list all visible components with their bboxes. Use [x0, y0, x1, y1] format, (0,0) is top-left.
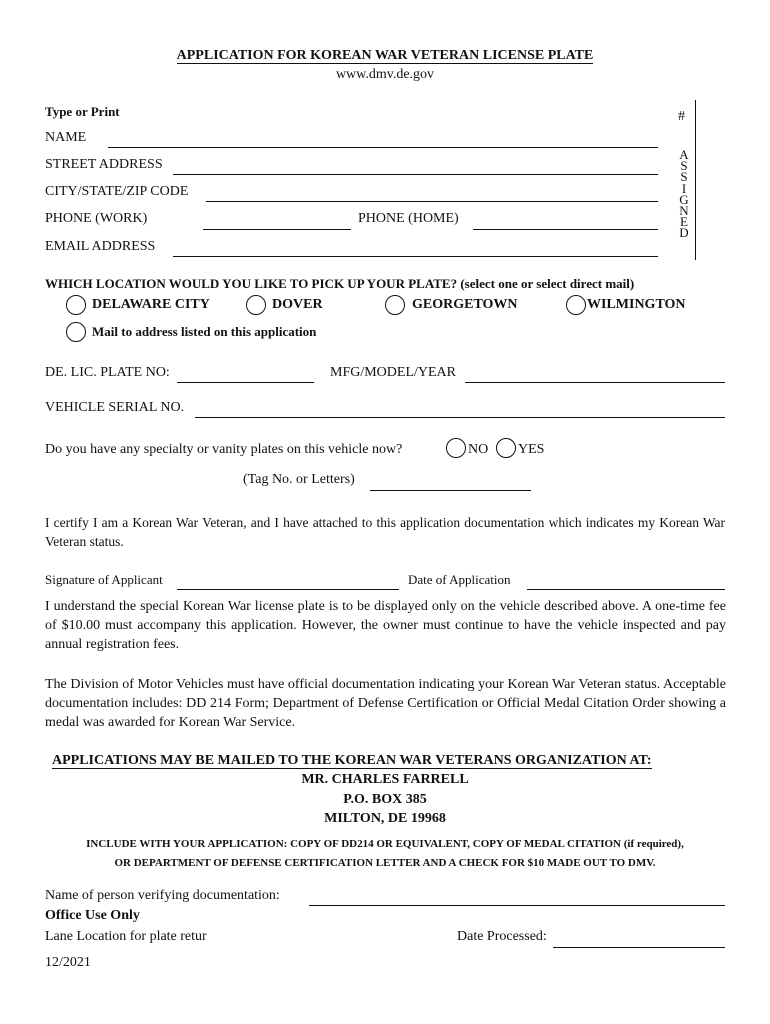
notice-paragraph-2: The Division of Motor Vehicles must have official documentation indicating your Korean War Veteran status. Acceptable documentation includes: DD 214 Form; Department of Defense Certification or Official Medal Citation Order showing a medal was awarded for Korean War Service.: [45, 677, 726, 730]
serial-label: VEHICLE SERIAL NO.: [45, 400, 185, 415]
date-processed-label: Date Processed:: [457, 929, 547, 944]
assigned-letter: S: [680, 158, 688, 174]
assigned-letter: G: [679, 191, 689, 207]
office-use-label: Office Use Only: [45, 908, 140, 923]
verifier-label: Name of person verifying documentation:: [45, 888, 280, 903]
wilmington-label: WILMINGTON: [587, 297, 686, 312]
city-field[interactable]: [206, 201, 658, 202]
name-label: NAME: [45, 130, 87, 145]
mail-label: Mail to address listed on this application: [92, 324, 317, 339]
plate-field[interactable]: [177, 382, 314, 383]
mailing-box: P.O. BOX 385: [343, 792, 427, 807]
plate-label: DE. LIC. PLATE NO:: [45, 365, 170, 380]
georgetown-label: GEORGETOWN: [412, 297, 518, 312]
revision-date: 12/2021: [45, 955, 91, 970]
assigned-letter: N: [679, 203, 689, 219]
specialty-question: Do you have any specialty or vanity plates on this vehicle now?: [45, 442, 403, 457]
wilmington-radio[interactable]: [566, 295, 586, 315]
mail-radio[interactable]: [66, 322, 86, 342]
mfg-field[interactable]: [465, 382, 725, 383]
signature-field[interactable]: [177, 589, 399, 590]
website: www.dmv.de.gov: [335, 67, 435, 82]
assigned-vertical-text: [676, 149, 692, 239]
name-field[interactable]: [108, 147, 658, 148]
form-title: [0, 48, 770, 64]
email-label: EMAIL ADDRESS: [45, 239, 156, 254]
lane-label: Lane Location for plate retur: [45, 929, 207, 944]
assigned-letter: E: [680, 214, 688, 230]
assigned-letter: S: [680, 169, 688, 185]
signature-label: Signature of Applicant: [45, 572, 163, 587]
notice-paragraph-1: I understand the special Korean War license plate is to be displayed only on the vehicle described above. A one-time fee of $10.00 must accompany this application. However, the owner must continue to have the vehicle inspected and pay annual registration fees.: [45, 599, 726, 652]
date-processed-field[interactable]: [553, 947, 725, 948]
verifier-field[interactable]: [309, 905, 725, 906]
no-radio[interactable]: [446, 438, 466, 458]
city-label: CITY/STATE/ZIP CODE: [45, 184, 189, 199]
assigned-letter: A: [679, 147, 689, 162]
georgetown-radio[interactable]: [385, 295, 405, 315]
delaware-city-radio[interactable]: [66, 295, 86, 315]
dover-radio[interactable]: [246, 295, 266, 315]
email-field[interactable]: [173, 256, 658, 257]
mailing-heading-text: APPLICATIONS MAY BE MAILED TO THE KOREAN WAR VETERANS ORGANIZATION AT:: [52, 753, 652, 768]
yes-radio[interactable]: [496, 438, 516, 458]
certify-text: I certify I am a Korean War Veteran, and I have attached to this application documentation which indicates my Korean War Veteran status.: [45, 515, 725, 549]
street-field[interactable]: [173, 174, 658, 175]
phone-work-label: PHONE (WORK): [45, 211, 148, 226]
street-label: STREET ADDRESS: [45, 157, 163, 172]
assigned-hash: #: [678, 109, 685, 124]
type-or-print-label: Type or Print: [45, 104, 120, 119]
include-line-2: OR DEPARTMENT OF DEFENSE CERTIFICATION LETTER AND A CHECK FOR $10 MADE OUT TO DMV.: [114, 857, 656, 869]
date-application-label: Date of Application: [408, 572, 511, 587]
include-line-1: INCLUDE WITH YOUR APPLICATION: COPY OF DD214 OR EQUIVALENT, COPY OF MEDAL CITATION (if required),: [86, 838, 684, 850]
delaware-city-label: DELAWARE CITY: [92, 297, 210, 312]
phone-work-field[interactable]: [203, 229, 351, 230]
tag-label: (Tag No. or Letters): [243, 472, 355, 487]
no-label: NO: [468, 442, 489, 457]
yes-label: YES: [518, 442, 545, 457]
serial-field[interactable]: [195, 417, 725, 418]
dover-label: DOVER: [272, 297, 323, 312]
assigned-letter: I: [681, 180, 687, 196]
mailing-name: MR. CHARLES FARRELL: [301, 772, 469, 787]
mfg-label: MFG/MODEL/YEAR: [330, 365, 457, 380]
phone-home-field[interactable]: [473, 229, 658, 230]
date-application-field[interactable]: [527, 589, 725, 590]
assigned-divider: [695, 100, 696, 260]
mailing-heading: [52, 753, 652, 769]
mailing-city: MILTON, DE 19968: [324, 811, 446, 826]
form-title-text: APPLICATION FOR KOREAN WAR VETERAN LICENSE PLATE: [176, 48, 594, 63]
phone-home-label: PHONE (HOME): [358, 211, 459, 226]
pickup-question: WHICH LOCATION WOULD YOU LIKE TO PICK UP YOUR PLATE? (select one or select direct mail): [45, 276, 635, 291]
tag-field[interactable]: [370, 490, 531, 491]
assigned-letter: D: [679, 225, 689, 241]
